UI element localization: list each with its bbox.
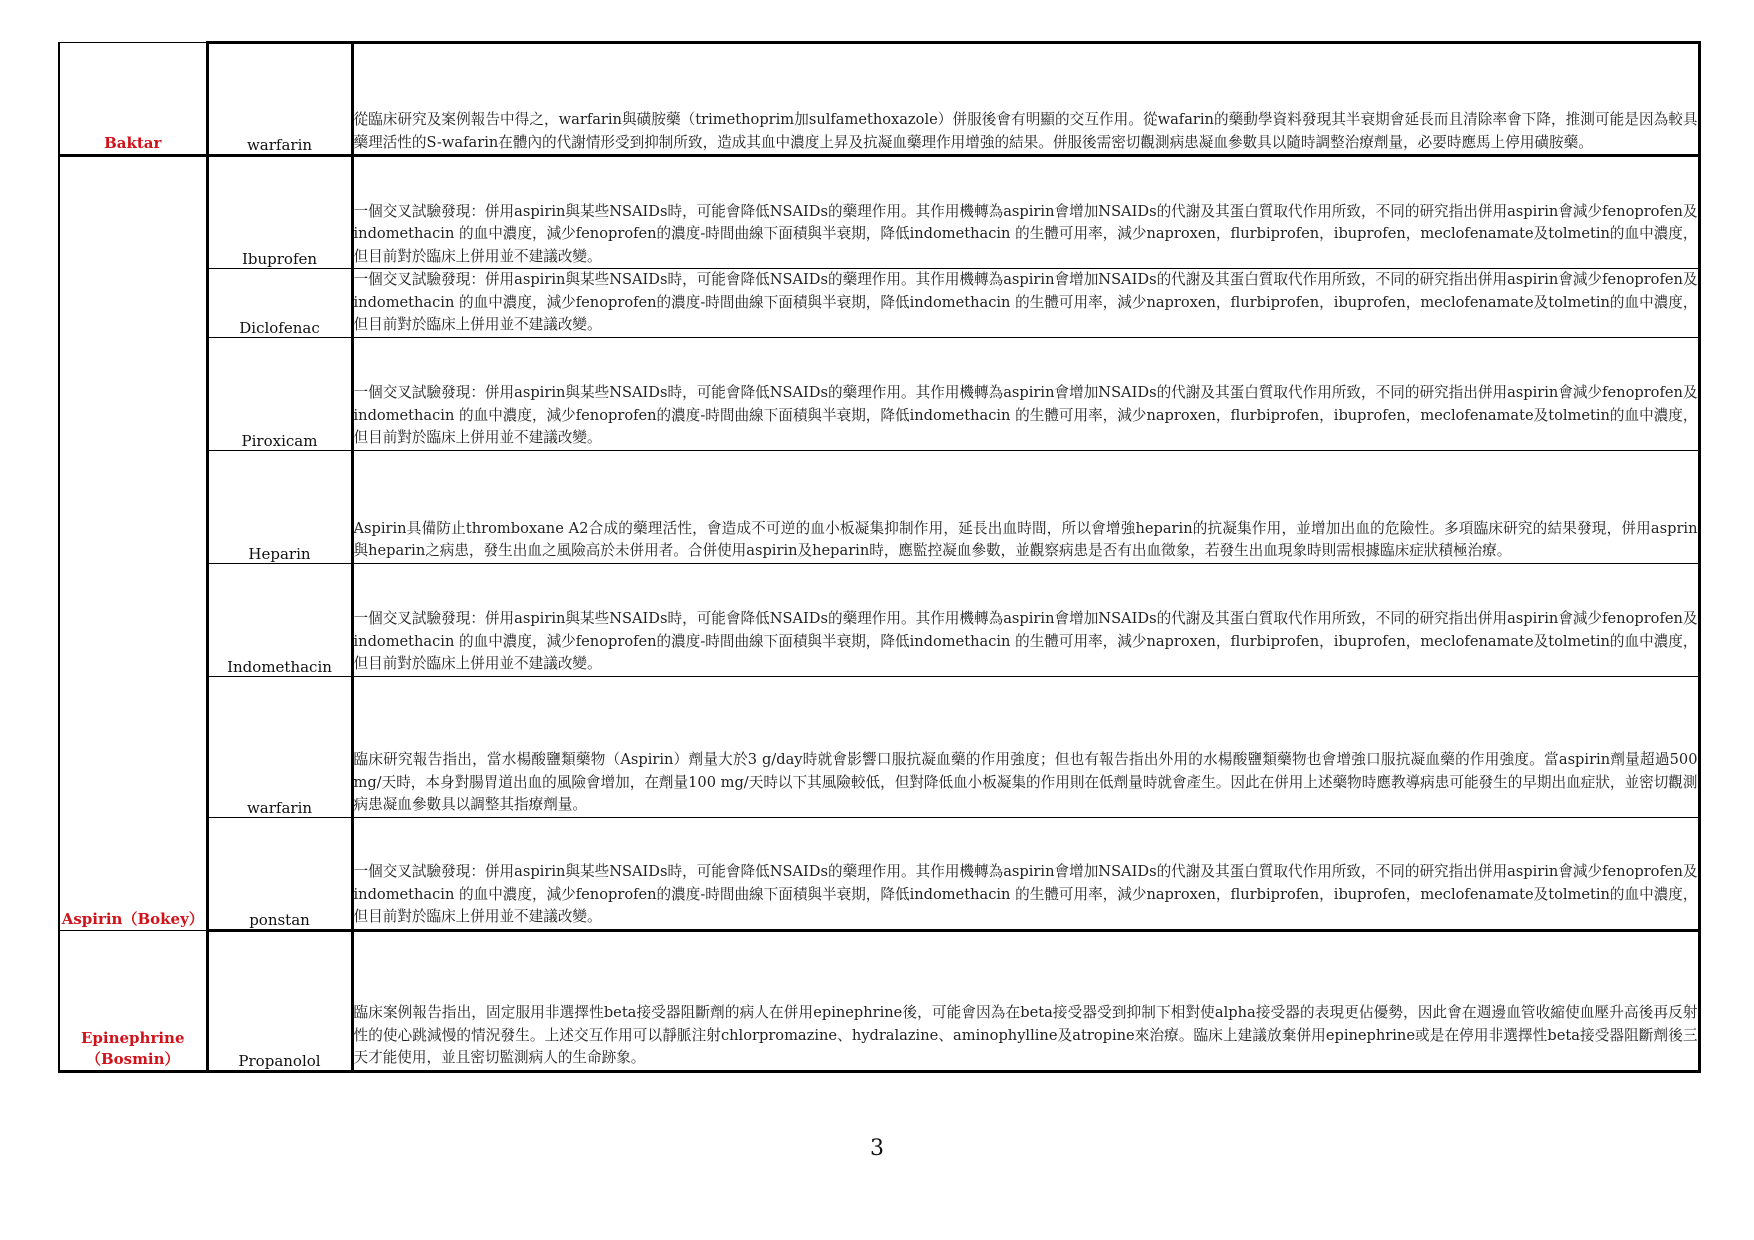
interacting-drug-cell: warfarin	[207, 676, 352, 817]
interacting-drug-cell: Indomethacin	[207, 563, 352, 676]
interaction-description-cell: Aspirin具備防止thromboxane A2合成的藥理活性，會造成不可逆的血小板凝集抑制作用，延長出血時間，所以會增強heparin的抗凝集作用，並增加出血的危險性。多項臨床研究的結果發現，併用asprin與heparin之病患，發生出血之風險高於未併用者。合併使用aspirin及heparin時，應監控凝血參數，並觀察病患是否有出血徵象，若發生出血現象時則需根據臨床症狀積極治療。	[352, 450, 1699, 563]
page-number: 3	[870, 1136, 884, 1161]
interaction-description-cell: 一個交叉試驗發現：併用aspirin與某些NSAIDs時，可能會降低NSAIDs的藥理作用。其作用機轉為aspirin會增加NSAIDs的代謝及其蛋白質取代作用所致，不同的研究指出併用aspirin會減少fenoprofen及indomethacin 的血中濃度，減少fenoprofen的濃度-時間曲線下面積與半衰期，降低indomethacin 的生體可用率，減少naproxen，flurbiprofen，ibuprofen，meclofenamate及tolmetin的血中濃度，但目前對於臨床上併用並不建議改變。	[352, 563, 1699, 676]
table-row	[59, 817, 1699, 930]
table-row	[59, 563, 1699, 676]
interaction-description-cell: 一個交叉試驗發現：併用aspirin與某些NSAIDs時，可能會降低NSAIDs的藥理作用。其作用機轉為aspirin會增加NSAIDs的代謝及其蛋白質取代作用所致，不同的研究指出併用aspirin會減少fenoprofen及indomethacin 的血中濃度，減少fenoprofen的濃度-時間曲線下面積與半衰期，降低indomethacin 的生體可用率，減少naproxen，flurbiprofen，ibuprofen，meclofenamate及tolmetin的血中濃度，但目前對於臨床上併用並不建議改變。	[352, 817, 1699, 930]
interaction-description-cell: 臨床研究報告指出，當水楊酸鹽類藥物（Aspirin）劑量大於3 g/day時就會影響口服抗凝血藥的作用強度；但也有報告指出外用的水楊酸鹽類藥物也會增強口服抗凝血藥的作用強度。當aspirin劑量超過500 mg/天時，本身對腸胃道出血的風險會增加，在劑量100 mg/天時以下其風險較低，但對降低血小板凝集的作用則在低劑量時就會產生。因此在併用上述藥物時應教導病患可能發生的早期出血症狀，並密切觀測病患凝血參數具以調整其指療劑量。	[352, 676, 1699, 817]
interacting-drug-cell: warfarin	[207, 43, 352, 156]
interaction-description-cell: 一個交叉試驗發現：併用aspirin與某些NSAIDs時，可能會降低NSAIDs的藥理作用。其作用機轉為aspirin會增加NSAIDs的代謝及其蛋白質取代作用所致，不同的研究指出併用aspirin會減少fenoprofen及indomethacin 的血中濃度，減少fenoprofen的濃度-時間曲線下面積與半衰期，降低indomethacin 的生體可用率，減少naproxen，flurbiprofen，ibuprofen，meclofenamate及tolmetin的血中濃度，但目前對於臨床上併用並不建議改變。	[352, 337, 1699, 450]
table-row	[59, 43, 1699, 156]
table-row	[59, 337, 1699, 450]
drug-name-cell: Epinephrine （Bosmin）	[59, 930, 207, 1071]
interacting-drug-cell: Piroxicam	[207, 337, 352, 450]
table-row	[59, 269, 1699, 338]
interacting-drug-cell: Ibuprofen	[207, 156, 352, 269]
interaction-description-cell: 臨床案例報告指出，固定服用非選擇性beta接受器阻斷劑的病人在併用epinephrine後，可能會因為在beta接受器受到抑制下相對使alpha接受器的表現更佔優勢，因此會在週邊血管收縮使血壓升高後再反射性的使心跳減慢的情況發生。上述交互作用可以靜脈注射chlorpromazine、hydralazine、aminophylline及atropine來治療。臨床上建議放棄併用epinephrine或是在停用非選擇性beta接受器阻斷劑後三天才能使用，並且密切監測病人的生命跡象。	[352, 930, 1699, 1071]
table-row	[59, 450, 1699, 563]
drug-name-cell: Aspirin（Bokey）	[59, 156, 207, 931]
table-row	[59, 930, 1699, 1071]
table-row	[59, 156, 1699, 269]
drug-name-cell: Baktar	[59, 43, 207, 156]
interaction-description-cell: 一個交叉試驗發現：併用aspirin與某些NSAIDs時，可能會降低NSAIDs的藥理作用。其作用機轉為aspirin會增加NSAIDs的代謝及其蛋白質取代作用所致，不同的研究指出併用aspirin會減少fenoprofen及indomethacin 的血中濃度，減少fenoprofen的濃度-時間曲線下面積與半衰期，降低indomethacin 的生體可用率，減少naproxen，flurbiprofen，ibuprofen，meclofenamate及tolmetin的血中濃度，但目前對於臨床上併用並不建議改變。	[352, 156, 1699, 269]
interacting-drug-cell: ponstan	[207, 817, 352, 930]
interacting-drug-cell: Diclofenac	[207, 269, 352, 338]
table-row	[59, 676, 1699, 817]
interacting-drug-cell: Heparin	[207, 450, 352, 563]
interacting-drug-cell: Propanolol	[207, 930, 352, 1071]
interaction-description-cell: 一個交叉試驗發現：併用aspirin與某些NSAIDs時，可能會降低NSAIDs的藥理作用。其作用機轉為aspirin會增加NSAIDs的代謝及其蛋白質取代作用所致，不同的研究指出併用aspirin會減少fenoprofen及indomethacin 的血中濃度，減少fenoprofen的濃度-時間曲線下面積與半衰期，降低indomethacin 的生體可用率，減少naproxen，flurbiprofen，ibuprofen，meclofenamate及tolmetin的血中濃度，但目前對於臨床上併用並不建議改變。	[352, 269, 1699, 338]
interaction-description-cell: 從臨床研究及案例報告中得之，warfarin與磺胺藥（trimethoprim加sulfamethoxazole）併服後會有明顯的交互作用。從wafarin的藥動學資料發現其半衰期會延長而且清除率會下降，推測可能是因為較具藥理活性的S-wafarin在體內的代謝情形受到抑制所致，造成其血中濃度上昇及抗凝血藥理作用增強的結果。併服後需密切觀測病患凝血參數具以隨時調整治療劑量，必要時應馬上停用磺胺藥。	[352, 43, 1699, 156]
drug-interaction-table	[58, 41, 1701, 1073]
